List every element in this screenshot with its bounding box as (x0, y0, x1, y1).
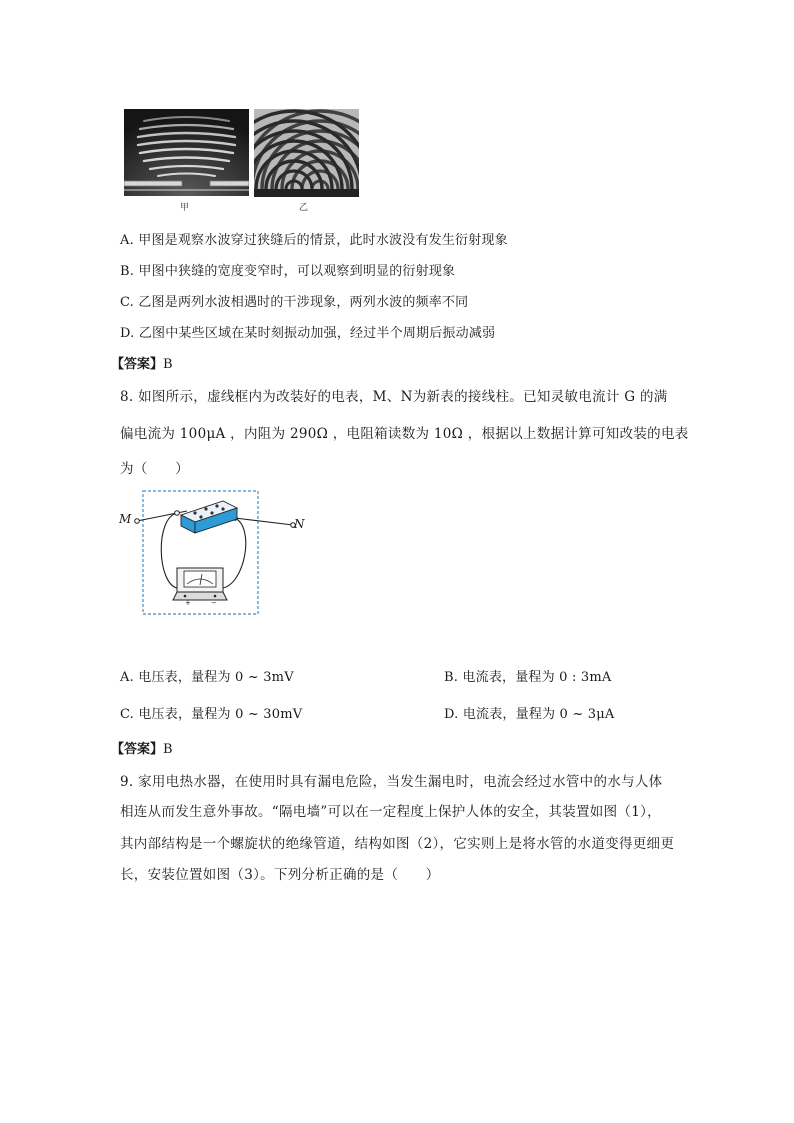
meter-circuit-svg (115, 488, 305, 618)
q8-option-b: B. 电流表，量程为 0 : 3mA (444, 670, 612, 685)
q7-answer (111, 353, 173, 372)
figure-interference-photo (254, 109, 359, 197)
figure-meter-circuit (115, 488, 305, 618)
terminal-m (135, 519, 140, 524)
q8-stem-line2: 偏电流为 100μA ，内阻为 290Ω ，电阻箱读数为 10Ω ，根据以上数据计算可知改装的电表 (120, 426, 689, 442)
resistance-box (181, 501, 237, 533)
q8-stem-line1: 8. 如图所示，虚线框内为改装好的电表，M、N为新表的接线柱。已知灵敏电流计 G 的满 (120, 389, 668, 405)
meter-minus-label: − (211, 599, 217, 607)
q9-stem-line4: 长，安装位置如图（3）。下列分析正确的是（ ） (120, 867, 440, 883)
q8-option-a: A. 电压表，量程为 0 ~ 3mV (120, 670, 294, 685)
meter-plus-label: + (185, 599, 191, 607)
caption-left: 甲 (180, 203, 190, 213)
q7-answer-value: B (163, 357, 173, 372)
galvanometer (173, 568, 227, 600)
interference-photo-svg (254, 109, 359, 197)
q8-stem-line3: 为（ ） (120, 461, 189, 477)
label-n: N (294, 517, 305, 531)
q8-option-c: C. 电压表，量程为 0 ~ 30mV (120, 707, 303, 722)
q8-answer (111, 738, 173, 757)
q7-option-c: C. 乙图是两列水波相遇时的干涉现象，两列水波的频率不同 (120, 295, 469, 310)
figure-diffraction-photo (124, 109, 249, 196)
label-m: M (119, 512, 132, 526)
diffraction-photo-svg (124, 109, 249, 196)
q8-answer-value: B (163, 742, 173, 757)
node-left (175, 511, 180, 516)
q7-answer-label: 【答案】 (111, 357, 164, 372)
q9-stem-line3: 其内部结构是一个螺旋状的绝缘管道，结构如图（2），它实则上是将水管的水道变得更细更 (120, 836, 675, 852)
q9-stem-line1: 9. 家用电热水器，在使用时具有漏电危险，当发生漏电时，电流会经过水管中的水与人体 (120, 774, 663, 790)
q7-option-a: A. 甲图是观察水波穿过狭缝后的情景，此时水波没有发生衍射现象 (120, 233, 508, 248)
q7-option-b: B. 甲图中狭缝的宽度变窄时，可以观察到明显的衍射现象 (120, 264, 456, 279)
q8-answer-label: 【答案】 (111, 742, 164, 757)
q8-option-d: D. 电流表，量程为 0 ~ 3μA (444, 707, 615, 722)
q7-option-d: D. 乙图中某些区域在某时刻振动加强，经过半个周期后振动减弱 (120, 326, 496, 341)
q9-stem-line2: 相连从而发生意外事故。“隔电墙”可以在一定程度上保护人体的安全，其装置如图（1）， (120, 804, 661, 820)
caption-right: 乙 (299, 203, 309, 213)
